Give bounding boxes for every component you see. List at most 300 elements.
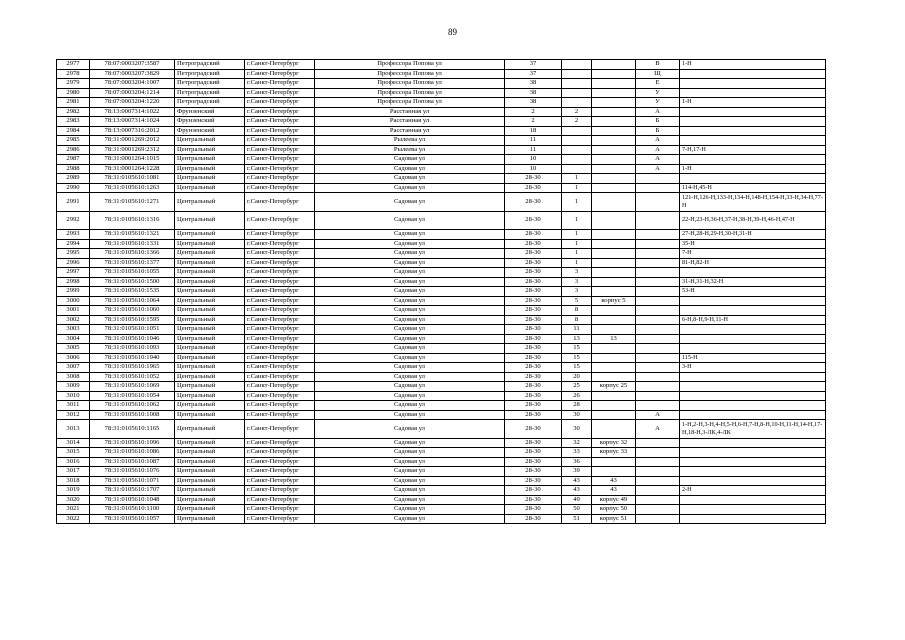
district-cell: Центральный bbox=[175, 164, 245, 174]
cadastral-number-cell: 78:31:0105610:1321 bbox=[90, 230, 175, 240]
premises-cell bbox=[680, 107, 826, 117]
cadastral-number-cell: 78:07:0003204:1220 bbox=[90, 98, 175, 108]
liter-cell bbox=[636, 230, 680, 240]
street-cell: Садовая ул bbox=[315, 325, 505, 335]
city-cell: г.Санкт-Петербург bbox=[245, 401, 315, 411]
liter-cell: Б bbox=[636, 126, 680, 136]
corpus-cell: корпус 25 bbox=[592, 382, 636, 392]
row-number-cell: 3015 bbox=[57, 448, 90, 458]
corpus-cell bbox=[592, 60, 636, 70]
street-cell: Садовая ул bbox=[315, 457, 505, 467]
premises-cell bbox=[680, 325, 826, 335]
corpus-cell bbox=[592, 315, 636, 325]
row-number-cell: 3006 bbox=[57, 353, 90, 363]
liter-cell: А bbox=[636, 136, 680, 146]
district-cell: Фрунзенский bbox=[175, 107, 245, 117]
row-number-cell: 3000 bbox=[57, 296, 90, 306]
house-number-cell: 28-30 bbox=[505, 372, 562, 382]
liter-cell: У bbox=[636, 88, 680, 98]
house-number-cell: 2 bbox=[505, 117, 562, 127]
building-number-cell bbox=[562, 155, 592, 165]
building-number-cell: 8 bbox=[562, 315, 592, 325]
liter-cell bbox=[636, 344, 680, 354]
cadastral-number-cell: 78:31:0105610:1055 bbox=[90, 268, 175, 278]
city-cell: г.Санкт-Петербург bbox=[245, 287, 315, 297]
premises-cell: 35-Н bbox=[680, 239, 826, 249]
liter-cell bbox=[636, 315, 680, 325]
street-cell: Рылеева ул bbox=[315, 145, 505, 155]
row-number-cell: 2989 bbox=[57, 174, 90, 184]
corpus-cell bbox=[592, 467, 636, 477]
building-number-cell: 43 bbox=[562, 486, 592, 496]
house-number-cell: 28-30 bbox=[505, 514, 562, 524]
liter-cell: У bbox=[636, 98, 680, 108]
table-row bbox=[57, 486, 826, 496]
page-number: 89 bbox=[448, 27, 457, 37]
house-number-cell: 28-30 bbox=[505, 505, 562, 515]
row-number-cell: 2984 bbox=[57, 126, 90, 136]
street-cell: Профессора Попова ул bbox=[315, 88, 505, 98]
premises-cell: 53-Н bbox=[680, 287, 826, 297]
city-cell: г.Санкт-Петербург bbox=[245, 79, 315, 89]
district-cell: Центральный bbox=[175, 467, 245, 477]
building-number-cell: 1 bbox=[562, 258, 592, 268]
liter-cell: А bbox=[636, 164, 680, 174]
house-number-cell: 10 bbox=[505, 164, 562, 174]
liter-cell bbox=[636, 353, 680, 363]
district-cell: Центральный bbox=[175, 334, 245, 344]
table-row bbox=[57, 155, 826, 165]
corpus-cell bbox=[592, 401, 636, 411]
table-row bbox=[57, 249, 826, 259]
building-number-cell: 1 bbox=[562, 193, 592, 212]
corpus-cell bbox=[592, 420, 636, 439]
liter-cell bbox=[636, 382, 680, 392]
city-cell: г.Санкт-Петербург bbox=[245, 296, 315, 306]
table-row bbox=[57, 438, 826, 448]
building-number-cell: 32 bbox=[562, 438, 592, 448]
row-number-cell: 3009 bbox=[57, 382, 90, 392]
building-number-cell: 1 bbox=[562, 183, 592, 193]
street-cell: Профессора Попова ул bbox=[315, 60, 505, 70]
house-number-cell: 11 bbox=[505, 136, 562, 146]
street-cell: Садовая ул bbox=[315, 495, 505, 505]
corpus-cell bbox=[592, 107, 636, 117]
premises-cell bbox=[680, 334, 826, 344]
cadastral-number-cell: 78:31:0105610:1263 bbox=[90, 183, 175, 193]
district-cell: Центральный bbox=[175, 476, 245, 486]
cadastral-number-cell: 78:31:0105610:1271 bbox=[90, 193, 175, 212]
row-number-cell: 2996 bbox=[57, 258, 90, 268]
city-cell: г.Санкт-Петербург bbox=[245, 117, 315, 127]
city-cell: г.Санкт-Петербург bbox=[245, 438, 315, 448]
premises-cell: 31-Н,31-Н,32-Н bbox=[680, 277, 826, 287]
table-row bbox=[57, 126, 826, 136]
liter-cell: А bbox=[636, 155, 680, 165]
corpus-cell bbox=[592, 287, 636, 297]
row-number-cell: 3003 bbox=[57, 325, 90, 335]
table-row bbox=[57, 467, 826, 477]
liter-cell: Е bbox=[636, 79, 680, 89]
building-number-cell: 11 bbox=[562, 325, 592, 335]
building-number-cell bbox=[562, 145, 592, 155]
district-cell: Центральный bbox=[175, 239, 245, 249]
building-number-cell bbox=[562, 60, 592, 70]
district-cell: Петроградский bbox=[175, 69, 245, 79]
premises-cell: 81-Н,82-Н bbox=[680, 258, 826, 268]
street-cell: Садовая ул bbox=[315, 363, 505, 373]
city-cell: г.Санкт-Петербург bbox=[245, 69, 315, 79]
district-cell: Центральный bbox=[175, 183, 245, 193]
city-cell: г.Санкт-Петербург bbox=[245, 353, 315, 363]
district-cell: Центральный bbox=[175, 174, 245, 184]
premises-cell bbox=[680, 268, 826, 278]
cadastral-number-cell: 78:31:0105610:1076 bbox=[90, 467, 175, 477]
table-row bbox=[57, 315, 826, 325]
district-cell: Центральный bbox=[175, 382, 245, 392]
premises-cell bbox=[680, 438, 826, 448]
cadastral-number-cell: 78:31:0105610:1087 bbox=[90, 457, 175, 467]
house-number-cell: 28-30 bbox=[505, 334, 562, 344]
building-number-cell: 2 bbox=[562, 107, 592, 117]
district-cell: Фрунзенский bbox=[175, 126, 245, 136]
cadastral-number-cell: 78:31:0105610:1331 bbox=[90, 239, 175, 249]
district-cell: Центральный bbox=[175, 372, 245, 382]
street-cell: Садовая ул bbox=[315, 155, 505, 165]
building-number-cell: 3 bbox=[562, 268, 592, 278]
corpus-cell: 13 bbox=[592, 334, 636, 344]
table-row bbox=[57, 60, 826, 70]
liter-cell: В bbox=[636, 60, 680, 70]
liter-cell bbox=[636, 183, 680, 193]
street-cell: Рылеева ул bbox=[315, 136, 505, 146]
corpus-cell bbox=[592, 268, 636, 278]
house-number-cell: 28-30 bbox=[505, 391, 562, 401]
row-number-cell: 3021 bbox=[57, 505, 90, 515]
liter-cell bbox=[636, 476, 680, 486]
cadastral-number-cell: 78:31:0105610:1054 bbox=[90, 391, 175, 401]
cadastral-number-cell: 78:31:0105610:1046 bbox=[90, 334, 175, 344]
city-cell: г.Санкт-Петербург bbox=[245, 60, 315, 70]
cadastral-number-cell: 78:13:0007314:1024 bbox=[90, 117, 175, 127]
street-cell: Садовая ул bbox=[315, 164, 505, 174]
cadastral-number-cell: 78:31:0105610:1081 bbox=[90, 174, 175, 184]
house-number-cell: 28-30 bbox=[505, 193, 562, 212]
house-number-cell: 28-30 bbox=[505, 476, 562, 486]
cadastral-number-cell: 78:31:0105610:1940 bbox=[90, 353, 175, 363]
liter-cell: Щ bbox=[636, 69, 680, 79]
corpus-cell bbox=[592, 410, 636, 420]
building-number-cell: 3 bbox=[562, 277, 592, 287]
building-number-cell bbox=[562, 164, 592, 174]
table-row bbox=[57, 344, 826, 354]
corpus-cell bbox=[592, 155, 636, 165]
corpus-cell bbox=[592, 325, 636, 335]
district-cell: Центральный bbox=[175, 410, 245, 420]
corpus-cell bbox=[592, 344, 636, 354]
district-cell: Центральный bbox=[175, 145, 245, 155]
street-cell: Садовая ул bbox=[315, 372, 505, 382]
city-cell: г.Санкт-Петербург bbox=[245, 467, 315, 477]
liter-cell bbox=[636, 325, 680, 335]
street-cell: Садовая ул bbox=[315, 476, 505, 486]
row-number-cell: 3004 bbox=[57, 334, 90, 344]
corpus-cell bbox=[592, 239, 636, 249]
row-number-cell: 2992 bbox=[57, 211, 90, 230]
street-cell: Садовая ул bbox=[315, 353, 505, 363]
corpus-cell bbox=[592, 306, 636, 316]
district-cell: Петроградский bbox=[175, 79, 245, 89]
city-cell: г.Санкт-Петербург bbox=[245, 372, 315, 382]
premises-cell: 2-Н bbox=[680, 486, 826, 496]
house-number-cell: 28-30 bbox=[505, 183, 562, 193]
liter-cell bbox=[636, 363, 680, 373]
liter-cell bbox=[636, 296, 680, 306]
city-cell: г.Санкт-Петербург bbox=[245, 193, 315, 212]
street-cell: Расстанная ул bbox=[315, 117, 505, 127]
premises-cell bbox=[680, 372, 826, 382]
street-cell: Садовая ул bbox=[315, 230, 505, 240]
corpus-cell bbox=[592, 211, 636, 230]
district-cell: Центральный bbox=[175, 457, 245, 467]
cadastral-number-cell: 78:31:0105610:1093 bbox=[90, 344, 175, 354]
house-number-cell: 28-30 bbox=[505, 268, 562, 278]
row-number-cell: 2980 bbox=[57, 88, 90, 98]
cadastral-number-cell: 78:31:0001269:2012 bbox=[90, 136, 175, 146]
building-number-cell: 1 bbox=[562, 211, 592, 230]
city-cell: г.Санкт-Петербург bbox=[245, 98, 315, 108]
table-row bbox=[57, 334, 826, 344]
district-cell: Центральный bbox=[175, 155, 245, 165]
city-cell: г.Санкт-Петербург bbox=[245, 495, 315, 505]
liter-cell bbox=[636, 372, 680, 382]
liter-cell: А bbox=[636, 107, 680, 117]
table-row bbox=[57, 164, 826, 174]
row-number-cell: 3008 bbox=[57, 372, 90, 382]
cadastral-number-cell: 78:07:0003204:1214 bbox=[90, 88, 175, 98]
row-number-cell: 3016 bbox=[57, 457, 90, 467]
row-number-cell: 3018 bbox=[57, 476, 90, 486]
corpus-cell bbox=[592, 363, 636, 373]
table-row bbox=[57, 448, 826, 458]
premises-cell bbox=[680, 495, 826, 505]
building-number-cell bbox=[562, 69, 592, 79]
building-number-cell: 26 bbox=[562, 391, 592, 401]
cadastral-number-cell: 78:31:0105610:1052 bbox=[90, 372, 175, 382]
city-cell: г.Санкт-Петербург bbox=[245, 126, 315, 136]
premises-cell bbox=[680, 296, 826, 306]
corpus-cell bbox=[592, 117, 636, 127]
house-number-cell: 28-30 bbox=[505, 486, 562, 496]
table-row bbox=[57, 410, 826, 420]
city-cell: г.Санкт-Петербург bbox=[245, 344, 315, 354]
district-cell: Центральный bbox=[175, 438, 245, 448]
premises-cell: 115-Н bbox=[680, 353, 826, 363]
house-number-cell: 28-30 bbox=[505, 353, 562, 363]
building-number-cell: 25 bbox=[562, 382, 592, 392]
premises-cell: 27-Н,28-Н,29-Н,30-Н,31-Н bbox=[680, 230, 826, 240]
table-row bbox=[57, 382, 826, 392]
house-number-cell: 28-30 bbox=[505, 277, 562, 287]
district-cell: Центральный bbox=[175, 401, 245, 411]
corpus-cell bbox=[592, 174, 636, 184]
premises-cell bbox=[680, 306, 826, 316]
district-cell: Центральный bbox=[175, 420, 245, 439]
premises-cell: 1-Н bbox=[680, 164, 826, 174]
row-number-cell: 3020 bbox=[57, 495, 90, 505]
street-cell: Садовая ул bbox=[315, 277, 505, 287]
house-number-cell: 10 bbox=[505, 155, 562, 165]
liter-cell bbox=[636, 401, 680, 411]
liter-cell bbox=[636, 448, 680, 458]
premises-cell bbox=[680, 401, 826, 411]
corpus-cell bbox=[592, 88, 636, 98]
premises-cell bbox=[680, 514, 826, 524]
building-number-cell: 2 bbox=[562, 117, 592, 127]
table-row bbox=[57, 174, 826, 184]
premises-cell bbox=[680, 457, 826, 467]
corpus-cell bbox=[592, 126, 636, 136]
row-number-cell: 3002 bbox=[57, 315, 90, 325]
liter-cell: А bbox=[636, 145, 680, 155]
corpus-cell bbox=[592, 457, 636, 467]
house-number-cell: 28-30 bbox=[505, 495, 562, 505]
row-number-cell: 2990 bbox=[57, 183, 90, 193]
street-cell: Садовая ул bbox=[315, 258, 505, 268]
row-number-cell: 2994 bbox=[57, 239, 90, 249]
cadastral-number-cell: 78:31:0105610:1366 bbox=[90, 249, 175, 259]
city-cell: г.Санкт-Петербург bbox=[245, 239, 315, 249]
street-cell: Садовая ул bbox=[315, 174, 505, 184]
premises-cell: 7-Н,17-Н bbox=[680, 145, 826, 155]
cadastral-number-cell: 78:31:0105610:1064 bbox=[90, 296, 175, 306]
district-cell: Центральный bbox=[175, 277, 245, 287]
street-cell: Садовая ул bbox=[315, 287, 505, 297]
row-number-cell: 3007 bbox=[57, 363, 90, 373]
cadastral-number-cell: 78:31:0105610:1051 bbox=[90, 325, 175, 335]
premises-cell bbox=[680, 136, 826, 146]
cadastral-number-cell: 78:13:0007314:1022 bbox=[90, 107, 175, 117]
city-cell: г.Санкт-Петербург bbox=[245, 391, 315, 401]
house-number-cell: 28-30 bbox=[505, 211, 562, 230]
street-cell: Садовая ул bbox=[315, 249, 505, 259]
table-row bbox=[57, 145, 826, 155]
corpus-cell: корпус 33 bbox=[592, 448, 636, 458]
row-number-cell: 3005 bbox=[57, 344, 90, 354]
table-row bbox=[57, 505, 826, 515]
house-number-cell: 28-30 bbox=[505, 410, 562, 420]
cadastral-number-cell: 78:31:0105610:1071 bbox=[90, 476, 175, 486]
city-cell: г.Санкт-Петербург bbox=[245, 174, 315, 184]
district-cell: Центральный bbox=[175, 315, 245, 325]
district-cell: Центральный bbox=[175, 495, 245, 505]
cadastral-number-cell: 78:07:0003207:3829 bbox=[90, 69, 175, 79]
corpus-cell bbox=[592, 353, 636, 363]
table-row bbox=[57, 98, 826, 108]
house-number-cell: 38 bbox=[505, 98, 562, 108]
table-row bbox=[57, 117, 826, 127]
house-number-cell: 28-30 bbox=[505, 230, 562, 240]
property-registry-table bbox=[56, 59, 826, 524]
cadastral-number-cell: 78:31:0105610:1069 bbox=[90, 382, 175, 392]
city-cell: г.Санкт-Петербург bbox=[245, 183, 315, 193]
table-row bbox=[57, 79, 826, 89]
house-number-cell: 38 bbox=[505, 88, 562, 98]
building-number-cell: 1 bbox=[562, 249, 592, 259]
table-row bbox=[57, 230, 826, 240]
building-number-cell bbox=[562, 88, 592, 98]
house-number-cell: 28-30 bbox=[505, 315, 562, 325]
street-cell: Садовая ул bbox=[315, 410, 505, 420]
premises-cell bbox=[680, 410, 826, 420]
premises-cell bbox=[680, 126, 826, 136]
cadastral-number-cell: 78:31:0105610:1165 bbox=[90, 420, 175, 439]
row-number-cell: 2979 bbox=[57, 79, 90, 89]
row-number-cell: 3017 bbox=[57, 467, 90, 477]
table-row bbox=[57, 363, 826, 373]
liter-cell: А bbox=[636, 410, 680, 420]
liter-cell: А bbox=[636, 420, 680, 439]
corpus-cell bbox=[592, 391, 636, 401]
city-cell: г.Санкт-Петербург bbox=[245, 363, 315, 373]
district-cell: Центральный bbox=[175, 230, 245, 240]
liter-cell bbox=[636, 211, 680, 230]
cadastral-number-cell: 78:31:0105610:1500 bbox=[90, 277, 175, 287]
district-cell: Центральный bbox=[175, 306, 245, 316]
corpus-cell bbox=[592, 183, 636, 193]
city-cell: г.Санкт-Петербург bbox=[245, 258, 315, 268]
corpus-cell: 43 bbox=[592, 486, 636, 496]
street-cell: Садовая ул bbox=[315, 448, 505, 458]
table-row bbox=[57, 88, 826, 98]
liter-cell bbox=[636, 505, 680, 515]
building-number-cell: 20 bbox=[562, 372, 592, 382]
district-cell: Центральный bbox=[175, 505, 245, 515]
corpus-cell bbox=[592, 145, 636, 155]
row-number-cell: 3001 bbox=[57, 306, 90, 316]
house-number-cell: 28-30 bbox=[505, 363, 562, 373]
row-number-cell: 3022 bbox=[57, 514, 90, 524]
premises-cell: 121-Н,126-Н,133-Н,134-Н,148-Н,154-Н,33-Н,34-Н,77-Н bbox=[680, 193, 826, 212]
city-cell: г.Санкт-Петербург bbox=[245, 249, 315, 259]
street-cell: Садовая ул bbox=[315, 239, 505, 249]
cadastral-number-cell: 78:31:0105610:1707 bbox=[90, 486, 175, 496]
building-number-cell bbox=[562, 98, 592, 108]
city-cell: г.Санкт-Петербург bbox=[245, 382, 315, 392]
city-cell: г.Санкт-Петербург bbox=[245, 277, 315, 287]
house-number-cell: 38 bbox=[505, 79, 562, 89]
city-cell: г.Санкт-Петербург bbox=[245, 420, 315, 439]
house-number-cell: 28-30 bbox=[505, 448, 562, 458]
row-number-cell: 2993 bbox=[57, 230, 90, 240]
city-cell: г.Санкт-Петербург bbox=[245, 136, 315, 146]
cadastral-number-cell: 78:31:0105610:1048 bbox=[90, 495, 175, 505]
liter-cell bbox=[636, 193, 680, 212]
district-cell: Центральный bbox=[175, 211, 245, 230]
row-number-cell: 3014 bbox=[57, 438, 90, 448]
row-number-cell: 3013 bbox=[57, 420, 90, 439]
cadastral-number-cell: 78:31:0001269:2312 bbox=[90, 145, 175, 155]
liter-cell bbox=[636, 391, 680, 401]
table-row bbox=[57, 183, 826, 193]
row-number-cell: 3010 bbox=[57, 391, 90, 401]
premises-cell bbox=[680, 88, 826, 98]
house-number-cell: 28-30 bbox=[505, 239, 562, 249]
liter-cell bbox=[636, 495, 680, 505]
building-number-cell: 30 bbox=[562, 420, 592, 439]
city-cell: г.Санкт-Петербург bbox=[245, 164, 315, 174]
corpus-cell bbox=[592, 79, 636, 89]
